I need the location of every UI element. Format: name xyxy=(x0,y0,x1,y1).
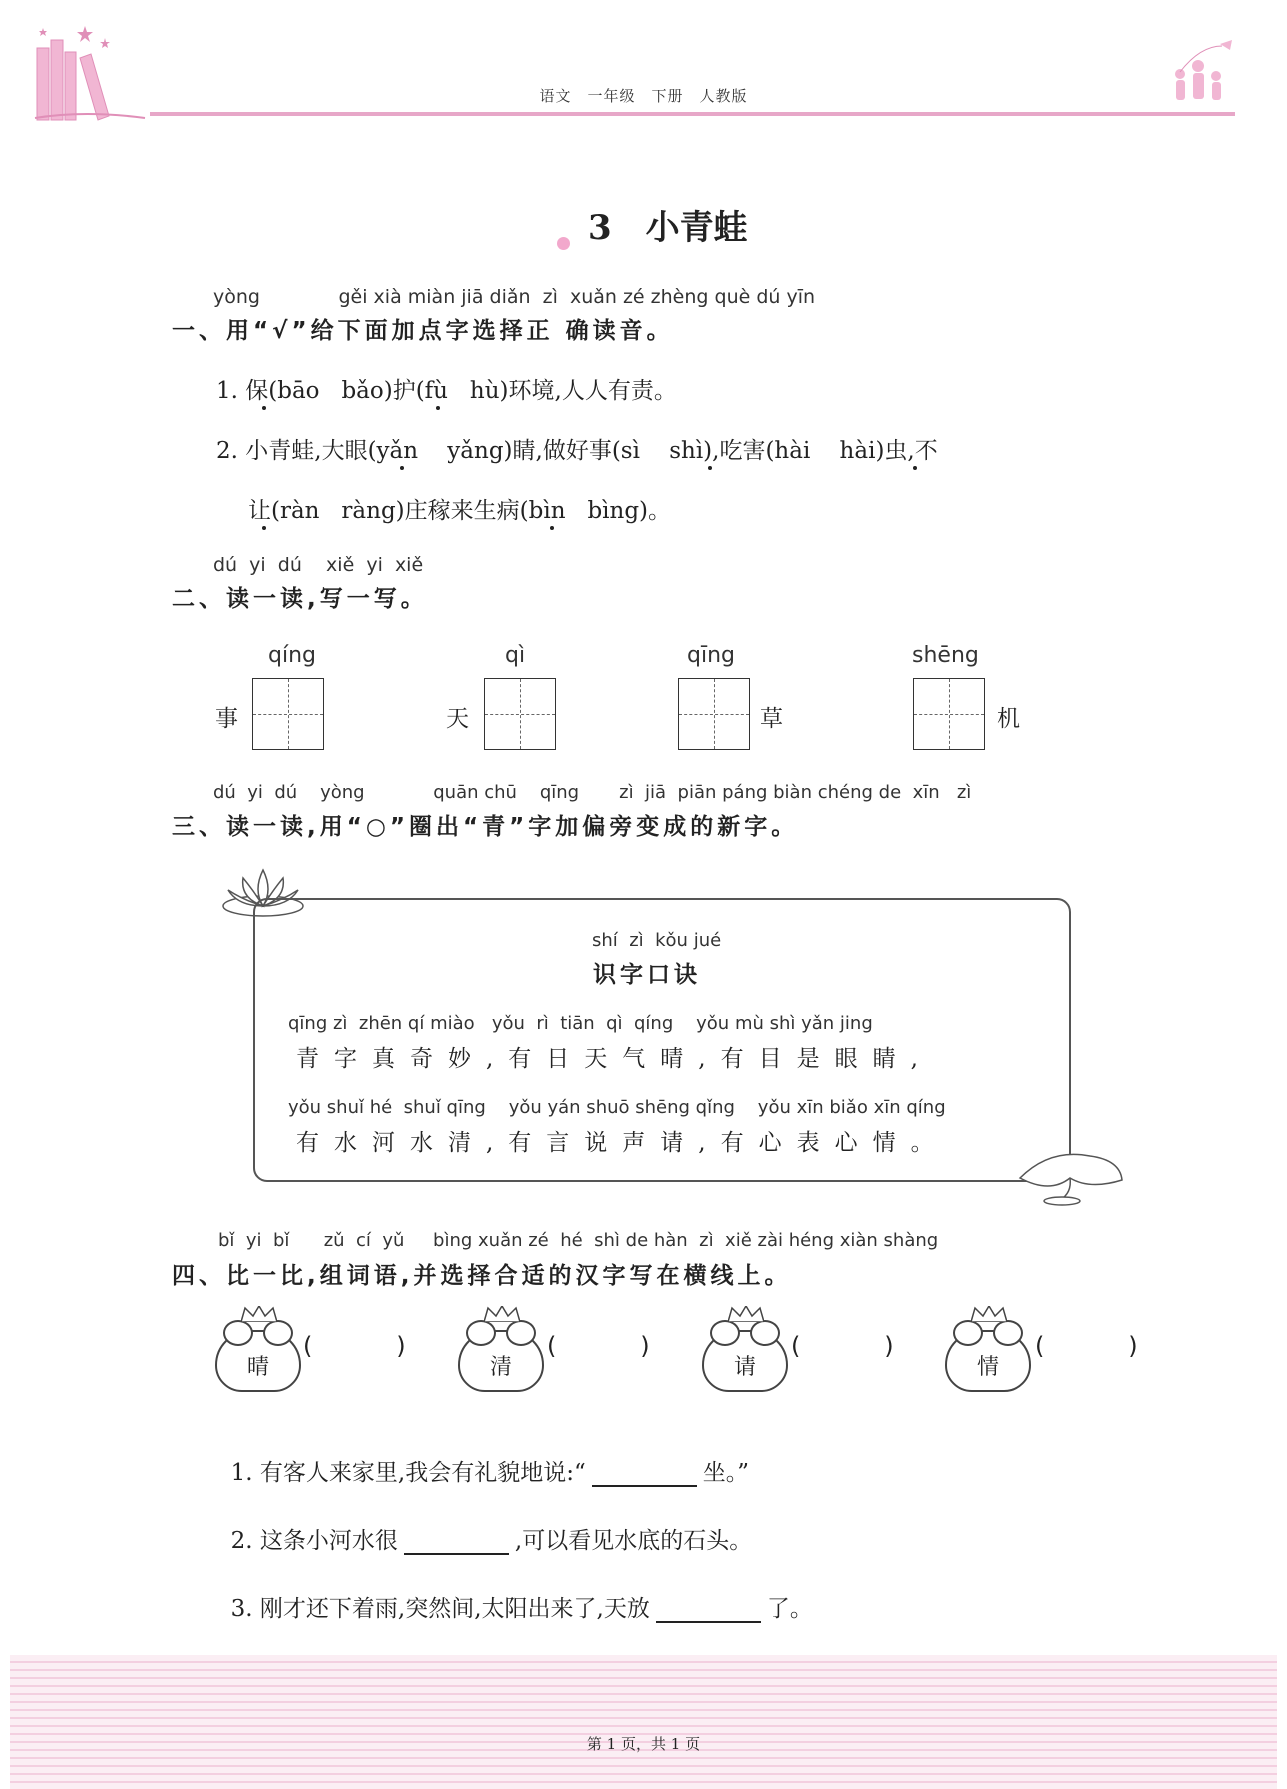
box2-pinyin: qì xyxy=(505,643,526,668)
rhyme-line1: 青字真奇妙,有日天气晴,有目是眼睛, xyxy=(296,1046,933,1072)
section1-q2b: 让(ràn ràng)庄稼来生病(bìn bìng)。 xyxy=(248,498,672,524)
page-title: 3 小青蛙 xyxy=(588,208,748,248)
header-text: 语文 一年级 下册 人教版 xyxy=(539,87,748,105)
box4-after-char: 机 xyxy=(997,706,1020,732)
rhyme-title-pinyin: shí zì kǒu jué xyxy=(592,930,722,951)
frog-icon xyxy=(215,1330,301,1392)
page-number: 第 1 页，共 1 页 xyxy=(586,1735,701,1753)
section2-pinyin: dú yi dú xiě yi xiě xyxy=(213,554,424,576)
frog-icon xyxy=(945,1330,1031,1392)
sentence-1 xyxy=(216,1428,749,1487)
blank-2[interactable] xyxy=(404,1553,509,1555)
emphasis-dot xyxy=(436,406,440,410)
answer-paren-1[interactable]: ( ) xyxy=(303,1332,406,1360)
books-decoration-icon xyxy=(25,18,155,128)
rhyme-line2-pinyin: yǒu shuǐ hé shuǐ qīng yǒu yán shuō shēng qǐng yǒu xīn biǎo xīn qíng xyxy=(288,1097,946,1118)
writing-box-1[interactable] xyxy=(252,678,324,750)
emphasis-dot xyxy=(262,406,266,410)
sentence-3 xyxy=(216,1564,813,1623)
sentence-2-before: 2. 这条小河水很 xyxy=(230,1528,398,1554)
writing-box-3[interactable] xyxy=(678,678,750,750)
frog-icon xyxy=(458,1330,544,1392)
emphasis-dot xyxy=(550,526,554,530)
frog-char-4: 情 xyxy=(976,1355,999,1380)
rhyme-line2: 有水河水清,有言说声请,有心表心情。 xyxy=(296,1130,949,1156)
sentence-3-before: 3. 刚才还下着雨,突然间,太阳出来了,天放 xyxy=(230,1596,650,1622)
rhyme-title: 识字口诀 xyxy=(593,962,701,988)
header-rule xyxy=(150,112,1235,116)
frog-char-2: 清 xyxy=(489,1355,512,1380)
footer-band xyxy=(10,1655,1277,1789)
section1-q1: 1. 保(bāo bǎo)护(fù hù)环境,人人有责。 xyxy=(216,378,677,404)
title-bullet xyxy=(557,237,570,250)
lily-pad-icon xyxy=(1010,1138,1130,1208)
box2-before-char: 天 xyxy=(446,706,469,732)
children-kite-icon xyxy=(1160,36,1240,116)
rhyme-line1-pinyin: qīng zì zhēn qí miào yǒu rì tiān qì qíng yǒu mù shì yǎn jing xyxy=(288,1013,873,1034)
emphasis-dot xyxy=(262,526,266,530)
frog-char-3: 请 xyxy=(733,1355,756,1380)
blank-1[interactable] xyxy=(592,1485,697,1487)
box1-pinyin: qíng xyxy=(268,643,316,668)
emphasis-dot xyxy=(913,466,917,470)
emphasis-dot xyxy=(400,466,404,470)
answer-paren-2[interactable]: ( ) xyxy=(547,1332,650,1360)
section2-heading: 二、读一读,写一写。 xyxy=(172,586,428,612)
section3-heading: 三、读一读,用“○”圈出“青”字加偏旁变成的新字。 xyxy=(172,814,799,840)
sentence-1-before: 1. 有客人来家里,我会有礼貌地说:“ xyxy=(230,1460,586,1486)
box3-pinyin: qīng xyxy=(687,643,735,668)
emphasis-dot xyxy=(708,466,712,470)
sentence-2-after: ,可以看见水底的石头。 xyxy=(514,1528,753,1554)
sentence-2 xyxy=(216,1496,752,1555)
section4-pinyin: bǐ yi bǐ zǔ cí yǔ bìng xuǎn zé hé shì de hàn zì xiě zài héng xiàn shàng xyxy=(218,1230,939,1251)
section4-heading: 四、比一比,组词语,并选择合适的汉字写在横线上。 xyxy=(172,1263,792,1289)
sentence-3-after: 了。 xyxy=(766,1596,813,1622)
section3-pinyin: dú yi dú yòng quān chū qīng zì jiā piān páng biàn chéng de xīn zì xyxy=(213,782,972,803)
frog-char-1: 晴 xyxy=(246,1355,269,1380)
blank-3[interactable] xyxy=(656,1621,761,1623)
answer-paren-3[interactable]: ( ) xyxy=(791,1332,894,1360)
sentence-1-after: 坐。” xyxy=(702,1460,749,1486)
answer-paren-4[interactable]: ( ) xyxy=(1035,1332,1138,1360)
section1-heading: 一、用“√”给下面加点字选择正 确读音。 xyxy=(172,318,674,344)
box3-after-char: 草 xyxy=(760,706,783,732)
section1-pinyin: yòng gěi xià miàn jiā diǎn zì xuǎn zé zhèng què dú yīn xyxy=(213,286,816,308)
section1-q2a: 2. 小青蛙,大眼(yǎn yǎng)睛,做好事(sì shì),吃害(hài hài)虫,不 xyxy=(216,438,938,464)
box4-pinyin: shēng xyxy=(912,643,979,668)
box1-before-char: 事 xyxy=(215,706,238,732)
frog-icon xyxy=(702,1330,788,1392)
writing-box-2[interactable] xyxy=(484,678,556,750)
writing-box-4[interactable] xyxy=(913,678,985,750)
